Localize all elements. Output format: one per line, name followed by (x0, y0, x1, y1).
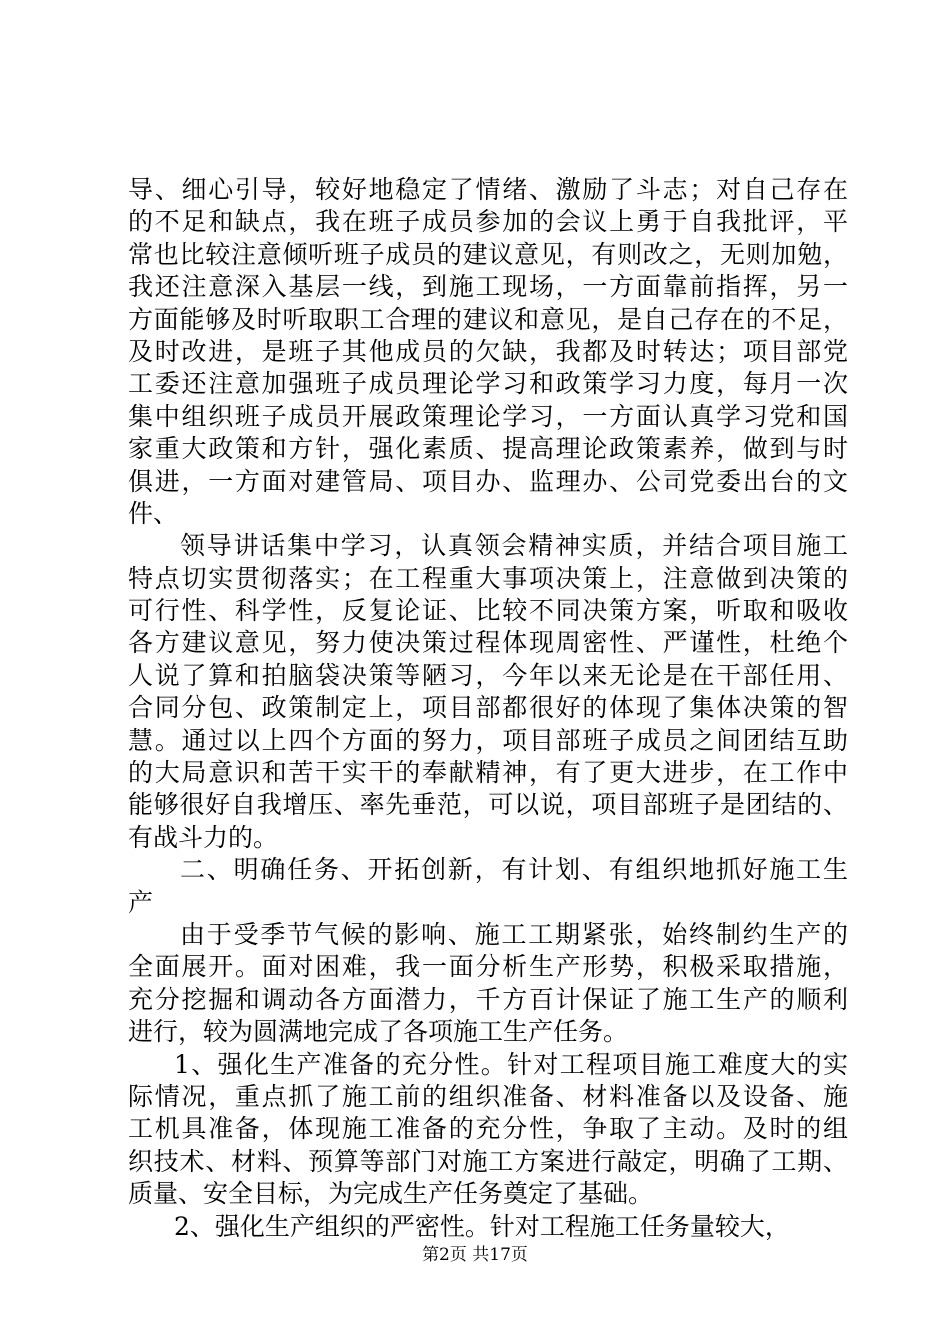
text-line: 际情况，重点抓了施工前的组织准备、材料准备以及设备、施 (128, 1081, 848, 1111)
paragraph-first-line: 由于受季节气候的影响、施工工期紧张，始终制约生产的 (180, 919, 848, 949)
section-heading-continued: 产 (128, 887, 154, 917)
text-line: 的不足和缺点，我在班子成员参加的会议上勇于自我批评，平 (128, 207, 848, 237)
text-line: 件、 (128, 498, 179, 528)
text-line: 工机具准备，体现施工准备的充分性，争取了主动。及时的组 (128, 1114, 848, 1144)
text-line: 各方建议意见，努力使决策过程体现周密性、严谨性，杜绝个 (128, 628, 848, 658)
text-line: 我还注意深入基层一线，到施工现场，一方面靠前指挥，另一 (128, 272, 848, 302)
body-text (128, 174, 848, 1243)
text-line: 有战斗力的。 (128, 822, 279, 852)
text-line: 的大局意识和苦干实干的奉献精神，有了更大进步，在工作中 (128, 758, 848, 788)
text-line: 家重大政策和方针，强化素质、提高理论政策素养，做到与时 (128, 434, 848, 464)
text-line: 导、细心引导，较好地稳定了情绪、激励了斗志；对自己存在 (128, 175, 848, 204)
text-line: 集中组织班子成员开展政策理论学习，一方面认真学习党和国 (128, 401, 848, 431)
paragraph-first-line: 领导讲话集中学习，认真领会精神实质，并结合项目施工 (180, 531, 848, 561)
text-line: 进行，较为圆满地完成了各项施工生产任务。 (128, 1017, 629, 1047)
text-line: 能够很好自我增压、率先垂范，可以说，项目部班子是团结的、 (128, 790, 848, 820)
text-line: 慧。通过以上四个方面的努力，项目部班子成员之间团结互助 (128, 725, 848, 755)
page-number-footer: 第2页 共17页 (422, 1245, 528, 1265)
text-line: 特点切实贯彻落实；在工程重大事项决策上，注意做到决策的 (128, 563, 848, 593)
text-line: 质量、安全目标，为完成生产任务奠定了基础。 (128, 1179, 654, 1209)
text-line: 工委还注意加强班子成员理论学习和政策学习力度，每月一次 (128, 369, 848, 399)
text-line: 全面展开。面对困难，我一面分析生产形势，积极采取措施， (128, 952, 848, 982)
text-line: 及时改进，是班子其他成员的欠缺，我都及时转达；项目部党 (128, 336, 848, 366)
numbered-item-first-line: 2、强化生产组织的严密性。针对工程施工任务量较大， (174, 1211, 790, 1241)
section-heading: 二、明确任务、开拓创新，有计划、有组织地抓好施工生 (180, 855, 848, 885)
text-line: 合同分包、政策制定上，项目部都很好的体现了集体决策的智 (128, 693, 848, 723)
text-line: 俱进，一方面对建管局、项目办、监理办、公司党委出台的文 (128, 466, 848, 496)
text-line: 充分挖掘和调动各方面潜力，千方百计保证了施工生产的顺利 (128, 984, 848, 1014)
text-line: 织技术、材料、预算等部门对施工方案进行敲定，明确了工期、 (128, 1146, 848, 1176)
text-line: 可行性、科学性，反复论证、比较不同决策方案，听取和吸收 (128, 596, 848, 626)
text-line: 人说了算和拍脑袋决策等陋习，今年以来无论是在干部任用、 (128, 660, 848, 690)
numbered-item-first-line: 1、强化生产准备的充分性。针对工程项目施工难度大的实 (174, 1049, 848, 1079)
text-line: 方面能够及时听取职工合理的建议和意见，是自己存在的不足， (128, 304, 848, 334)
text-line: 常也比较注意倾听班子成员的建议意见，有则改之，无则加勉， (128, 239, 848, 269)
